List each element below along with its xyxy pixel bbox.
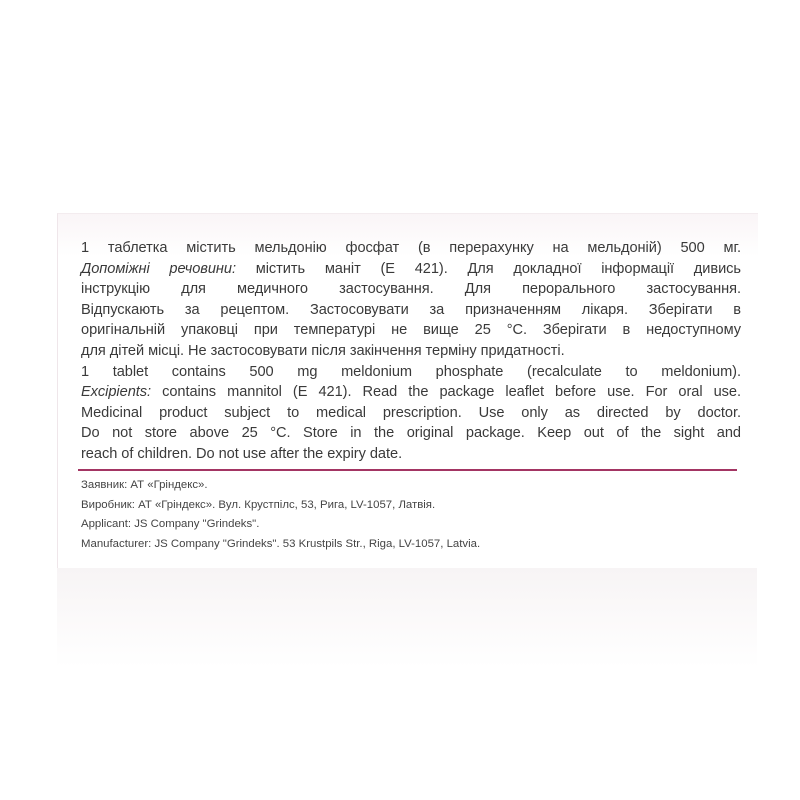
uk-line-5: оригінальній упаковці при температурі не вище 25 °С. Зберігати в недоступному (81, 322, 741, 339)
package-panel-shadow (57, 568, 757, 668)
uk-line-3: інструкцію для медичного застосування. Для перорального застосування. (81, 281, 741, 298)
uk-excipients-text: містить маніт (Е 421). Для докладної інформації дивись (235, 260, 741, 277)
manufacturer-en: Manufacturer: JS Company "Grindeks". 53 Krustpils Str., Riga, LV-1057, Latvia. (81, 537, 481, 550)
uk-line-6: для дітей місці. Не застосовувати після закінчення терміну придатності. (81, 342, 565, 359)
applicant-info (81, 476, 731, 554)
en-line-4: Do not store above 25 °C. Store in the original package. Keep out of the sight and (81, 425, 741, 442)
applicant-uk: Заявник: АТ «Гріндекс». (81, 479, 208, 491)
en-excipients-label: Excipients: (81, 384, 152, 401)
en-line-5: reach of children. Do not use after the expiry date. (81, 445, 403, 462)
en-excipients-text: contains mannitol (E 421). Read the package leaflet before use. For oral use. (151, 384, 741, 401)
composition-text (81, 238, 741, 465)
manufacturer-uk: Виробник: АТ «Гріндекс». Вул. Крустпілс, 53, Рига, LV-1057, Латвія. (81, 498, 436, 511)
uk-line-2 (81, 259, 741, 280)
en-line-1: 1 tablet contains 500 mg meldonium phosphate (recalculate to meldonium). (81, 363, 741, 380)
uk-excipients-label: Допоміжні речовини: (81, 260, 236, 277)
en-line-3: Medicinal product subject to medical prescription. Use only as directed by doctor. (81, 404, 741, 421)
applicant-en: Applicant: JS Company "Grindeks". (81, 518, 260, 531)
section-divider (78, 469, 737, 471)
en-line-2 (81, 382, 741, 403)
uk-line-4: Відпускають за рецептом. Застосовувати за призначенням лікаря. Зберігати в (81, 301, 741, 318)
uk-line-1: 1 таблетка містить мельдонію фосфат (в перерахунку на мельдоній) 500 мг. (81, 240, 741, 256)
